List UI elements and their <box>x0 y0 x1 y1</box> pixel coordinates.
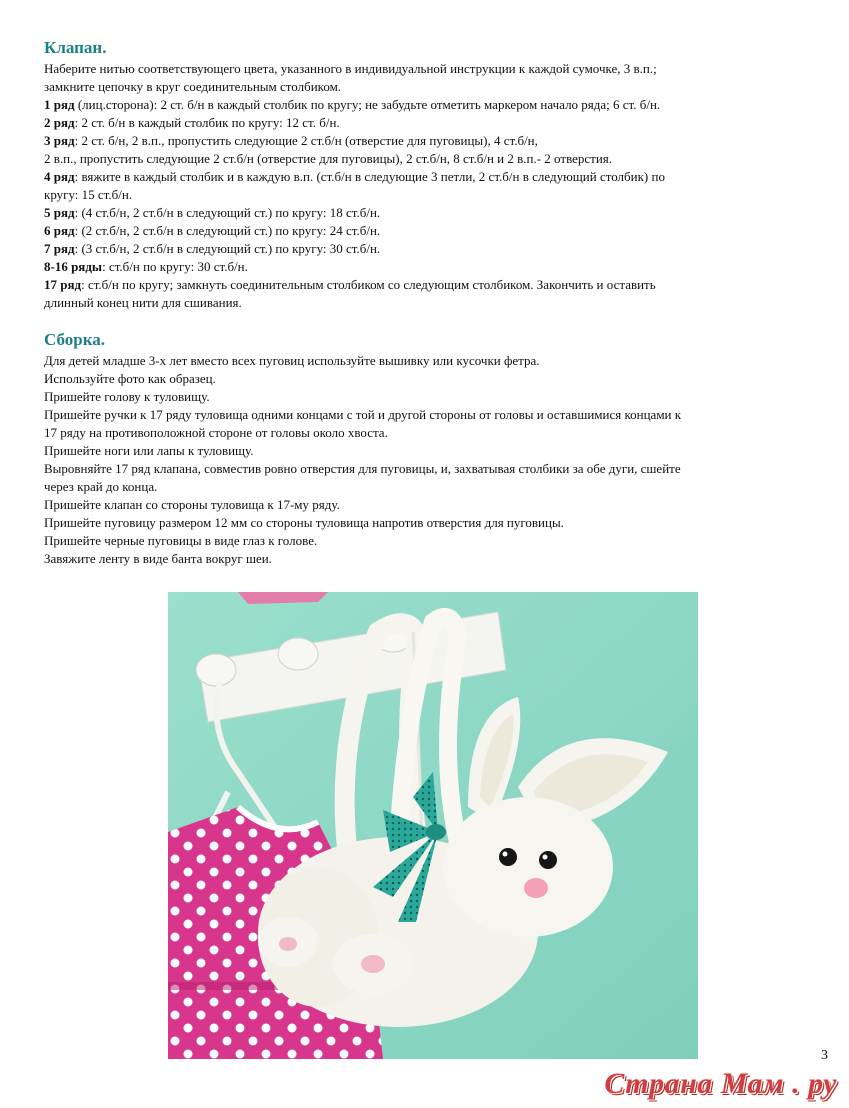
row-text: : (4 ст.б/н, 2 ст.б/н в следующий ст.) по кругу: 18 ст.б/н. <box>74 205 381 220</box>
row-label: 4 ряд <box>44 169 75 184</box>
row-label: 7 ряд <box>44 241 75 256</box>
flap-line <box>44 240 824 258</box>
assembly-line: Используйте фото как образец. <box>44 371 216 386</box>
flap-line <box>44 204 824 222</box>
bunny-bag-photo <box>168 592 698 1059</box>
assembly-line: Завяжите ленту в виде банта вокруг шеи. <box>44 551 272 566</box>
flap-line <box>44 186 824 204</box>
row-text: : ст.б/н по кругу; замкнуть соединительным столбиком со следующим столбиком. Закончить и оставить <box>81 277 656 292</box>
row-label: 8-16 ряды <box>44 259 103 274</box>
row-label: 17 ряд <box>44 277 82 292</box>
assembly-heading: Сборка. <box>44 330 106 349</box>
row-label: 5 ряд <box>44 205 75 220</box>
row-text: Наберите нитью соответствующего цвета, указанного в индивидуальной инструкции к каждой сумочке, 3 в.п.; <box>44 61 657 76</box>
assembly-line: Пришейте голову к туловищу. <box>44 389 210 404</box>
flap-line <box>44 150 824 168</box>
flap-line <box>44 132 824 150</box>
assembly-line: Пришейте черные пуговицы в виде глаз к голове. <box>44 533 318 548</box>
row-text: : 2 ст. б/н, 2 в.п., пропустить следующие 2 ст.б/н (отверстие для пуговицы), 4 ст.б/н, <box>74 133 538 148</box>
flap-heading: Клапан. <box>44 38 107 57</box>
assembly-line: Пришейте ноги или лапы к туловищу. <box>44 443 254 458</box>
flap-instructions <box>44 60 824 312</box>
assembly-line: Пришейте пуговицу размером 12 мм со стороны туловища напротив отверстия для пуговицы. <box>44 515 564 530</box>
bunny-bag-illustration <box>168 592 698 1059</box>
assembly-line: через край до конца. <box>44 479 158 494</box>
assembly-section <box>44 330 824 568</box>
row-text: кругу: 15 ст.б/н. <box>44 187 133 202</box>
page-number: 3 <box>821 1048 828 1063</box>
flap-section <box>44 38 824 312</box>
row-text: длинный конец нити для сшивания. <box>44 295 242 310</box>
row-text: : вяжите в каждый столбик и в каждую в.п. (ст.б/н в следующие 3 петли, 2 ст.б/н в следующий столбик) по <box>74 169 665 184</box>
row-text: (лиц.сторона): 2 ст. б/н в каждый столбик по кругу; не забудьте отметить маркером начало ряда; 6 ст. б/н. <box>74 97 661 112</box>
row-label: 2 ряд <box>44 115 75 130</box>
flap-line <box>44 222 824 240</box>
flap-line <box>44 114 824 132</box>
flap-line <box>44 294 824 312</box>
flap-line <box>44 60 824 78</box>
row-label: 3 ряд <box>44 133 75 148</box>
row-text: : (2 ст.б/н, 2 ст.б/н в следующий ст.) по кругу: 24 ст.б/н. <box>74 223 381 238</box>
flap-line <box>44 258 824 276</box>
row-text: : ст.б/н по кругу: 30 ст.б/н. <box>102 259 248 274</box>
site-watermark: Страна Мам . ру <box>604 1067 837 1100</box>
row-text: : 2 ст. б/н в каждый столбик по кругу: 12 ст. б/н. <box>74 115 340 130</box>
assembly-instructions <box>44 352 824 568</box>
assembly-line: Пришейте клапан со стороны туловища к 17-му ряду. <box>44 497 340 512</box>
row-text: замкните цепочку в круг соединительным столбиком. <box>44 79 342 94</box>
flap-line <box>44 96 824 114</box>
row-text: : (3 ст.б/н, 2 ст.б/н в следующий ст.) по кругу: 30 ст.б/н. <box>74 241 381 256</box>
assembly-line: Выровняйте 17 ряд клапана, совместив ровно отверстия для пуговицы, и, захватывая столбики за обе дуги, сшейте <box>44 461 681 476</box>
assembly-line: Пришейте ручки к 17 ряду туловища одними концами с той и другой стороны от головы и оставшимися концами к <box>44 407 682 422</box>
row-label: 1 ряд <box>44 97 75 112</box>
row-label: 6 ряд <box>44 223 75 238</box>
flap-line <box>44 276 824 294</box>
flap-line <box>44 168 824 186</box>
assembly-line: 17 ряду на противоположной стороне от головы около хвоста. <box>44 425 388 440</box>
assembly-line: Для детей младше 3-х лет вместо всех пуговиц используйте вышивку или кусочки фетра. <box>44 353 540 368</box>
flap-line <box>44 78 824 96</box>
row-text: 2 в.п., пропустить следующие 2 ст.б/н (отверстие для пуговицы), 2 ст.б/н, 8 ст.б/н и 2 в.п.- 2 отверстия. <box>44 151 613 166</box>
